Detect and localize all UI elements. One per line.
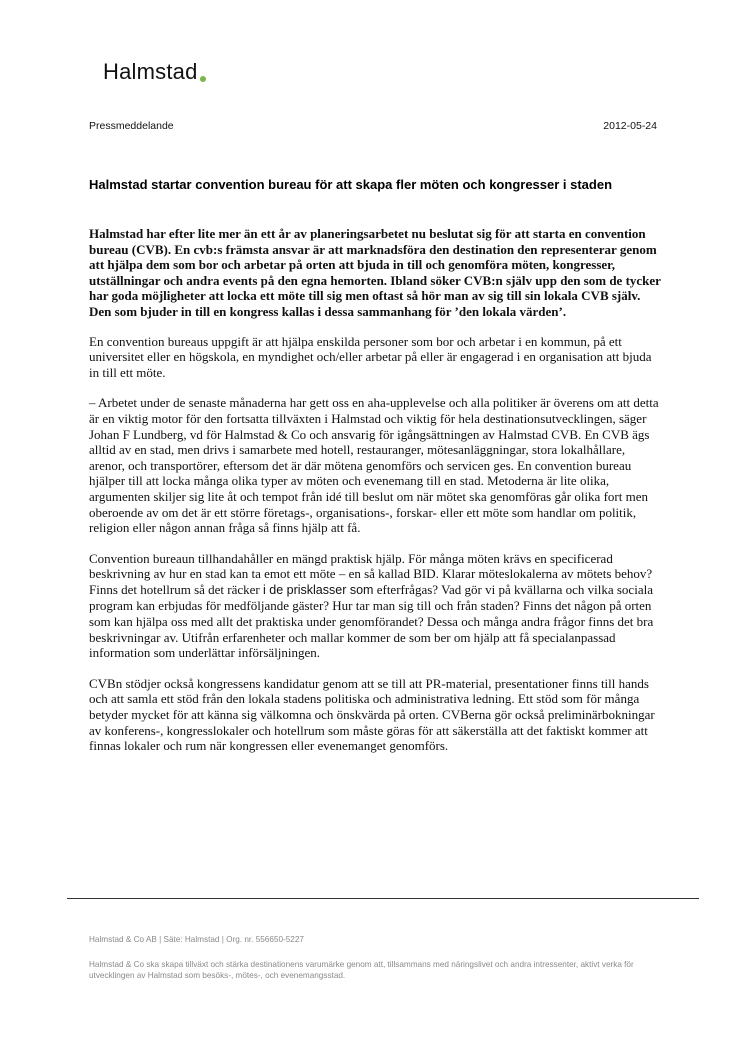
paragraph-1: En convention bureaus uppgift är att hjälpa enskilda personer som bor och arbetar i en kommun, på ett universitet eller en högskola, en myndighet och/eller arbetar på eller är engagerad i en organisation att bjuda in till ett möte. xyxy=(89,333,652,380)
logo-dot xyxy=(200,76,206,82)
halmstad-logo xyxy=(103,59,206,85)
meta-row xyxy=(89,120,657,132)
paragraph-2: – Arbetet under de senaste månaderna har gett oss en aha-upplevelse och alla politiker är överens om att detta är en viktig motor för den fortsatta tillväxten i Halmstad och viktig för hela destinationsutvecklingen, säger Johan F Lundberg, vd för Halmstad & Co och ansvarig för igångsättningen av Halmstad CVB. En CVB ägs alltid av en stad, men drivs i samarbete med hotell, restauranger, mötesanläggningar, stora lokalhållare, arenor, och transportörer, eftersom det är där mötena genomförs och servicen ges. En convention bureau hjälper till att locka många olika typer av möten och evenemang till en stad. Metoderna är lite olika, argumenten skiljer sig lite åt och tempot från idé till beslut om när mötet ska genomföras går olika fort men oberoende av om det är ett större företags-, organisations-, forskar- eller ett möte som handlar om politik, religion eller någon annan fråga så finns hjälp att få. xyxy=(89,395,659,536)
paragraph-3-part-b: i de prisklasser som xyxy=(263,582,374,597)
paragraph-3 xyxy=(89,551,661,661)
lead-paragraph: Halmstad har efter lite mer än ett år av planeringsarbetet nu beslutat sig för att starta en convention bureau (CVB). En cvb:s främsta ansvar är att marknadsföra den destination den representerar genom att hjälpa dem som bor och arbetar på orten att bjuda in till och genomföra möten, kongresser, utställningar och andra events på den egna hemorten. Ibland söker CVB:n själv upp den som de tycker har goda möjligheter att locka ett möte till sig men oftast så hör man av sig till sin lokala CVB själv. Den som bjuder in till en kongress kallas i dessa sammanhang för ’den lokala värden’. xyxy=(89,226,661,319)
document-type-label: Pressmeddelande xyxy=(89,120,174,132)
logo-text: Halmstad xyxy=(103,59,198,84)
paragraph-3-part-a: Convention bureaun tillhandahåller en mängd praktisk hjälp. För många möten krävs en specificerad beskrivning av hur en stad kan ta emot ett möte – en så kallad BID. Klarar möteslokalerna av mötets behov? Finns det hotellrum så det räcker xyxy=(89,550,653,597)
footer-mission: Halmstad & Co ska skapa tillväxt och stärka destinationens varumärke genom att, tillsammans med näringslivet och andra intressenter, aktivt verka för utvecklingen av Halmstad som besöks-, mötes-, och evenemangsstad. xyxy=(89,960,634,980)
footer-divider xyxy=(67,898,699,899)
paragraph-3-part-c: efterfrågas? Vad gör vi på kvällarna och vilka sociala program kan erbjudas för medföljande gäster? Hur tar man sig till och från staden? Finns det någon på orten som kan hjälpa oss med allt det praktiska under genomförandet? Dessa och många andra frågor finns det bra beskrivningar av. Utifrån erfarenheter och mallar kommer de som ber om hjälp att få specialanpassad information som underlättar införsäljningen. xyxy=(89,581,654,661)
release-date: 2012-05-24 xyxy=(603,120,657,132)
paragraph-4: CVBn stödjer också kongressens kandidatur genom att se till att PR-material, presentationer finns till hands och att samla ett stöd från den lokala stadens politiska och administrativa ledning. Ett stöd som för många betyder mycket för att känna sig välkomna och önskvärda på orten. CVBerna gör också preliminärbokningar av konferens-, kongresslokaler och hotellrum som måste göras för att säkerställa att det faktiskt kommer att finnas lokaler och rum när kongressen eller evenemanget genomförs. xyxy=(89,675,655,754)
article-body xyxy=(89,226,661,769)
headline: Halmstad startar convention bureau för att skapa fler möten och kongresser i staden xyxy=(89,177,613,192)
footer-company-info: Halmstad & Co AB | Säte: Halmstad | Org. nr. 556650-5227 xyxy=(89,935,304,944)
